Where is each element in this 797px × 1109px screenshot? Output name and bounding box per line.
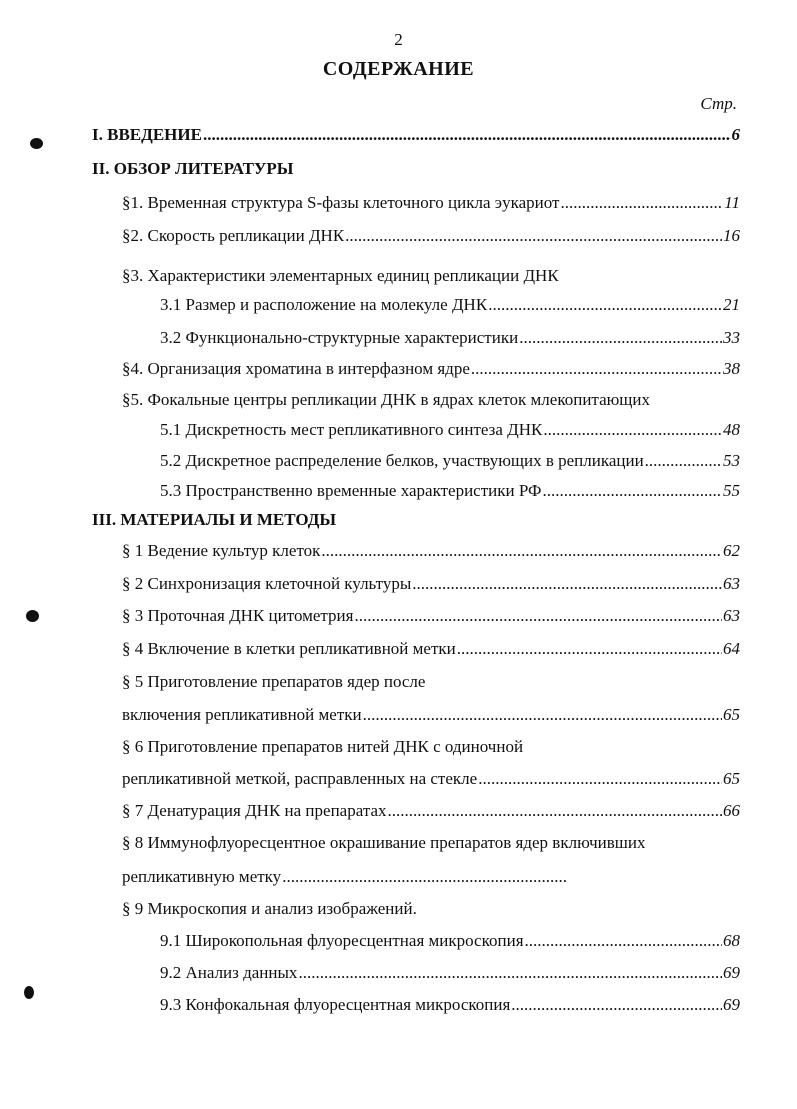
toc-leader-dots bbox=[388, 800, 723, 822]
toc-entry-label: 5.3 Пространственно временные характеристики РФ bbox=[160, 481, 542, 500]
toc-entry-focal-centers: §5. Фокальные центры репликации ДНК в ядрах клеток млекопитающих bbox=[122, 390, 650, 409]
toc-leader-dots bbox=[645, 450, 722, 472]
toc-entry-label: включения репликативной метки bbox=[122, 705, 362, 724]
toc-entry-denaturation bbox=[122, 800, 740, 822]
toc-entry-chromatin-organization bbox=[122, 358, 740, 380]
toc-entry-dna-fibers-cont bbox=[122, 768, 740, 790]
toc-entry-label: § 7 Денатурация ДНК на препаратах bbox=[122, 801, 387, 820]
toc-section-literature-review: II. ОБЗОР ЛИТЕРАТУРЫ bbox=[92, 159, 294, 178]
toc-entry-page: 21 bbox=[723, 295, 740, 314]
toc-entry-nuclei-preparation-cont bbox=[122, 704, 740, 726]
toc-entry-immunofluorescence: § 8 Иммунофлуоресцентное окрашивание препаратов ядер включивших bbox=[122, 833, 646, 852]
toc-entry-replicon-characteristics: §3. Характеристики элементарных единиц репликации ДНК bbox=[122, 266, 559, 285]
toc-entry-page: 11 bbox=[724, 193, 740, 212]
toc-entry-functional-structural bbox=[160, 327, 740, 349]
toc-leader-dots bbox=[542, 480, 722, 502]
toc-entry-page: 55 bbox=[723, 481, 740, 500]
toc-leader-dots bbox=[321, 540, 722, 562]
toc-entry-confocal bbox=[160, 994, 740, 1016]
toc-leader-dots bbox=[471, 358, 722, 380]
toc-entry-page: 66 bbox=[723, 801, 740, 820]
toc-entry-dna-fibers: § 6 Приготовление препаратов нитей ДНК с одиночной bbox=[122, 737, 524, 756]
toc-entry-label: §1. Временная структура S-фазы клеточного цикла эукариот bbox=[122, 193, 560, 212]
toc-entry-label-incorporation bbox=[122, 638, 740, 660]
toc-leader-dots bbox=[203, 124, 731, 146]
toc-leader-dots bbox=[525, 930, 722, 952]
toc-entry-immunofluorescence-cont bbox=[122, 866, 568, 888]
toc-leader-dots bbox=[354, 605, 722, 627]
toc-entry-label: § 3 Проточная ДНК цитометрия bbox=[122, 606, 354, 625]
toc-entry-page: 65 bbox=[723, 705, 740, 724]
toc-entry-page: 63 bbox=[723, 606, 740, 625]
toc-entry-label: 9.1 Широкопольная флуоресцентная микроскопия bbox=[160, 931, 524, 950]
toc-entry-introduction bbox=[92, 124, 740, 146]
scan-mark bbox=[30, 138, 43, 149]
toc-entry-flow-cytometry bbox=[122, 605, 740, 627]
toc-leader-dots bbox=[560, 192, 723, 214]
toc-entry-label: §4. Организация хроматина в интерфазном ядре bbox=[122, 359, 470, 378]
toc-leader-dots bbox=[345, 225, 722, 247]
toc-entry-s-phase bbox=[122, 192, 740, 214]
toc-entry-page: 53 bbox=[723, 451, 740, 470]
toc-entry-replication-rate bbox=[122, 225, 740, 247]
toc-entry-widefield bbox=[160, 930, 740, 952]
page-number: 2 bbox=[394, 30, 403, 49]
toc-entry-label: I. ВВЕДЕНИЕ bbox=[92, 125, 202, 144]
toc-leader-dots bbox=[282, 866, 567, 888]
toc-entry-page: 62 bbox=[723, 541, 740, 560]
toc-entry-page: 64 bbox=[723, 639, 740, 658]
toc-leader-dots bbox=[511, 994, 722, 1016]
toc-entry-page: 68 bbox=[723, 931, 740, 950]
toc-entry-label: 3.2 Функционально-структурные характеристики bbox=[160, 328, 519, 347]
toc-entry-label: 9.2 Анализ данных bbox=[160, 963, 298, 982]
toc-leader-dots bbox=[543, 419, 722, 441]
toc-section-materials-methods: III. МАТЕРИАЛЫ И МЕТОДЫ bbox=[92, 510, 337, 529]
toc-leader-dots bbox=[457, 638, 722, 660]
toc-entry-nuclei-preparation: § 5 Приготовление препаратов ядер после bbox=[122, 672, 426, 691]
toc-leader-dots bbox=[478, 768, 722, 790]
toc-entry-spatiotemporal bbox=[160, 480, 740, 502]
toc-entry-protein-distribution bbox=[160, 450, 740, 472]
toc-entry-label: репликативную метку bbox=[122, 867, 282, 886]
toc-entry-page: 6 bbox=[731, 125, 740, 144]
toc-entry-microscopy: § 9 Микроскопия и анализ изображений. bbox=[122, 899, 417, 918]
toc-entry-cell-culture bbox=[122, 540, 740, 562]
scan-mark bbox=[24, 986, 34, 999]
toc-entry-synchronization bbox=[122, 573, 740, 595]
toc-entry-label: § 4 Включение в клетки репликативной метки bbox=[122, 639, 456, 658]
toc-entry-label: 9.3 Конфокальная флуоресцентная микроскопия bbox=[160, 995, 511, 1014]
toc-entry-page: 69 bbox=[723, 995, 740, 1014]
toc-leader-dots bbox=[363, 704, 722, 726]
toc-entry-label: репликативной меткой, расправленных на стекле bbox=[122, 769, 478, 788]
pages-column-label: Стр. bbox=[700, 94, 737, 113]
toc-entry-label: §2. Скорость репликации ДНК bbox=[122, 226, 345, 245]
toc-entry-page: 48 bbox=[723, 420, 740, 439]
toc-leader-dots bbox=[412, 573, 722, 595]
toc-entry-page: 63 bbox=[723, 574, 740, 593]
toc-leader-dots bbox=[519, 327, 722, 349]
toc-entry-label: 5.2 Дискретное распределение белков, участвующих в репликации bbox=[160, 451, 644, 470]
toc-entry-label: 5.1 Дискретность мест репликативного синтеза ДНК bbox=[160, 420, 543, 439]
toc-leader-dots bbox=[298, 962, 722, 984]
toc-entry-page: 69 bbox=[723, 963, 740, 982]
toc-entry-size-location bbox=[160, 294, 740, 316]
toc-entry-data-analysis bbox=[160, 962, 740, 984]
toc-leader-dots bbox=[488, 294, 722, 316]
toc-entry-page: 65 bbox=[723, 769, 740, 788]
toc-entry-label: § 1 Ведение культур клеток bbox=[122, 541, 321, 560]
scan-mark bbox=[26, 610, 39, 622]
page-title: СОДЕРЖАНИЕ bbox=[322, 58, 475, 80]
toc-entry-page: 38 bbox=[723, 359, 740, 378]
toc-entry-label: § 2 Синхронизация клеточной культуры bbox=[122, 574, 412, 593]
toc-entry-discreteness bbox=[160, 419, 740, 441]
toc-entry-label: 3.1 Размер и расположение на молекуле ДНК bbox=[160, 295, 488, 314]
toc-entry-page: 16 bbox=[723, 226, 740, 245]
toc-entry-page: 33 bbox=[723, 328, 740, 347]
